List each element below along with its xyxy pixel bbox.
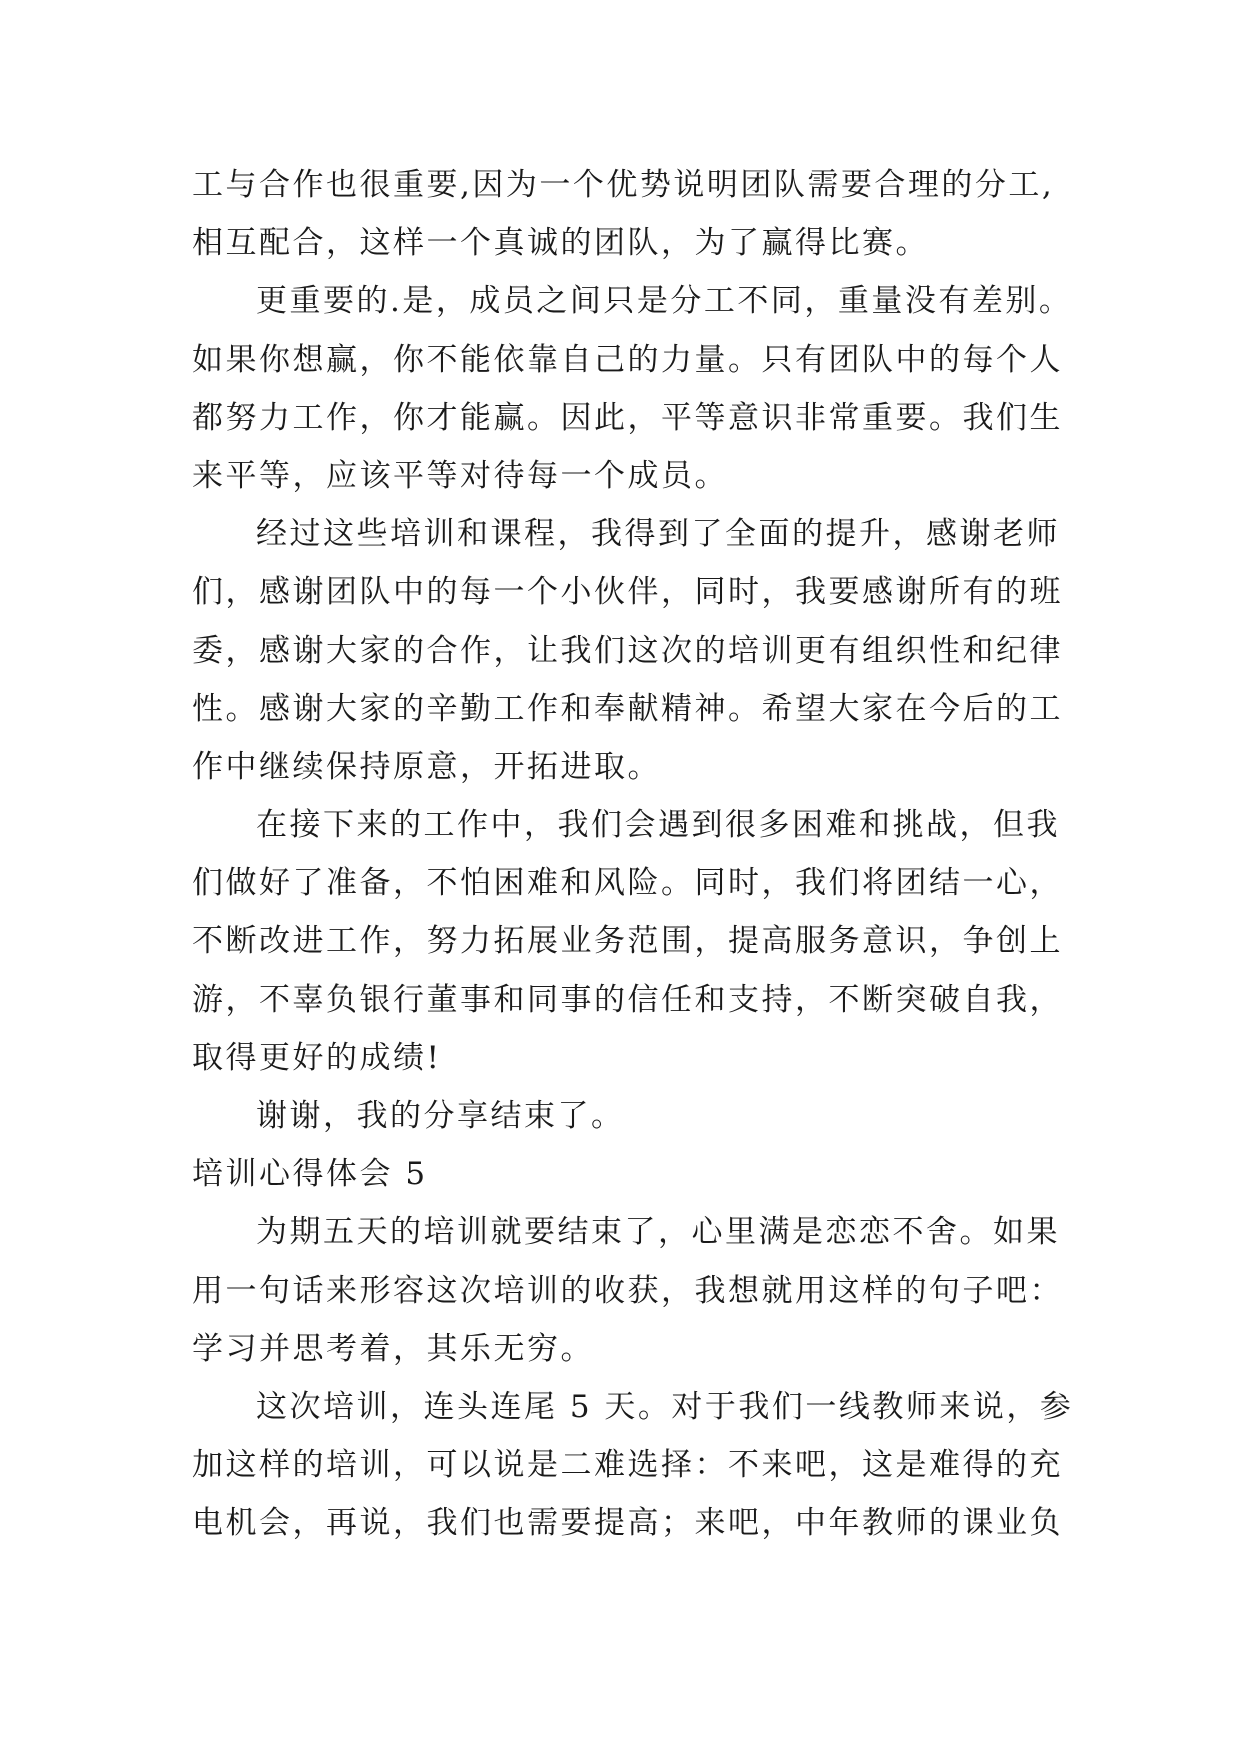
text-line: 相互配合，这样一个真诚的团队，为了赢得比赛。 (192, 225, 929, 262)
paragraph-start-line: 这次培训，连头连尾 5 天。对于我们一线教师来说，参 (256, 1388, 1074, 1425)
paragraph-start-line: 谢谢，我的分享结束了。 (256, 1098, 625, 1134)
text-line: 游，不辜负银行董事和同事的信任和支持，不断突破自我， (192, 981, 1063, 1018)
text-line: 作中继续保持原意，开拓进取。 (192, 748, 661, 785)
text-line: 如果你想赢，你不能依靠自己的力量。只有团队中的每个人 (192, 341, 1063, 378)
text-line: 电机会，再说，我们也需要提高；来吧，中年教师的课业负 (192, 1505, 1063, 1542)
text-line: 不断改进工作，努力拓展业务范围，提高服务意识，争创上 (192, 923, 1063, 960)
text-line: 取得更好的成绩! (192, 1039, 442, 1076)
text-line: 学习并思考着，其乐无穷。 (192, 1330, 594, 1367)
text-line: 都努力工作，你才能赢。因此，平等意识非常重要。我们生 (192, 399, 1063, 436)
text-line: 工与合作也很重要,因为一个优势说明团队需要合理的分工, (192, 167, 1055, 203)
text-line: 来平等，应该平等对待每一个成员。 (192, 457, 728, 494)
section-heading: 培训心得体会 5 (192, 1156, 428, 1193)
text-line: 们做好了准备，不怕困难和风险。同时，我们将团结一心， (192, 865, 1063, 902)
paragraph-start-line: 在接下来的工作中，我们会遇到很多困难和挑战，但我 (256, 807, 1060, 844)
document-body (192, 156, 1082, 1553)
text-line: 们，感谢团队中的每一个小伙伴，同时，我要感谢所有的班 (192, 574, 1063, 611)
text-line: 用一句话来形容这次培训的收获，我想就用这样的句子吧： (192, 1272, 1063, 1309)
text-line: 性。感谢大家的辛勤工作和奉献精神。希望大家在今后的工 (192, 690, 1063, 727)
text-line: 加这样的培训，可以说是二难选择：不来吧，这是难得的充 (192, 1447, 1063, 1484)
text-line: 委，感谢大家的合作，让我们这次的培训更有组织性和纪律 (192, 632, 1063, 669)
paragraph-start-line: 经过这些培训和课程，我得到了全面的提升，感谢老师 (256, 516, 1060, 553)
paragraph-start-line: 为期五天的培训就要结束了，心里满是恋恋不舍。如果 (256, 1214, 1060, 1251)
paragraph-start-line: 更重要的.是，成员之间只是分工不同，重量没有差别。 (256, 283, 1073, 320)
